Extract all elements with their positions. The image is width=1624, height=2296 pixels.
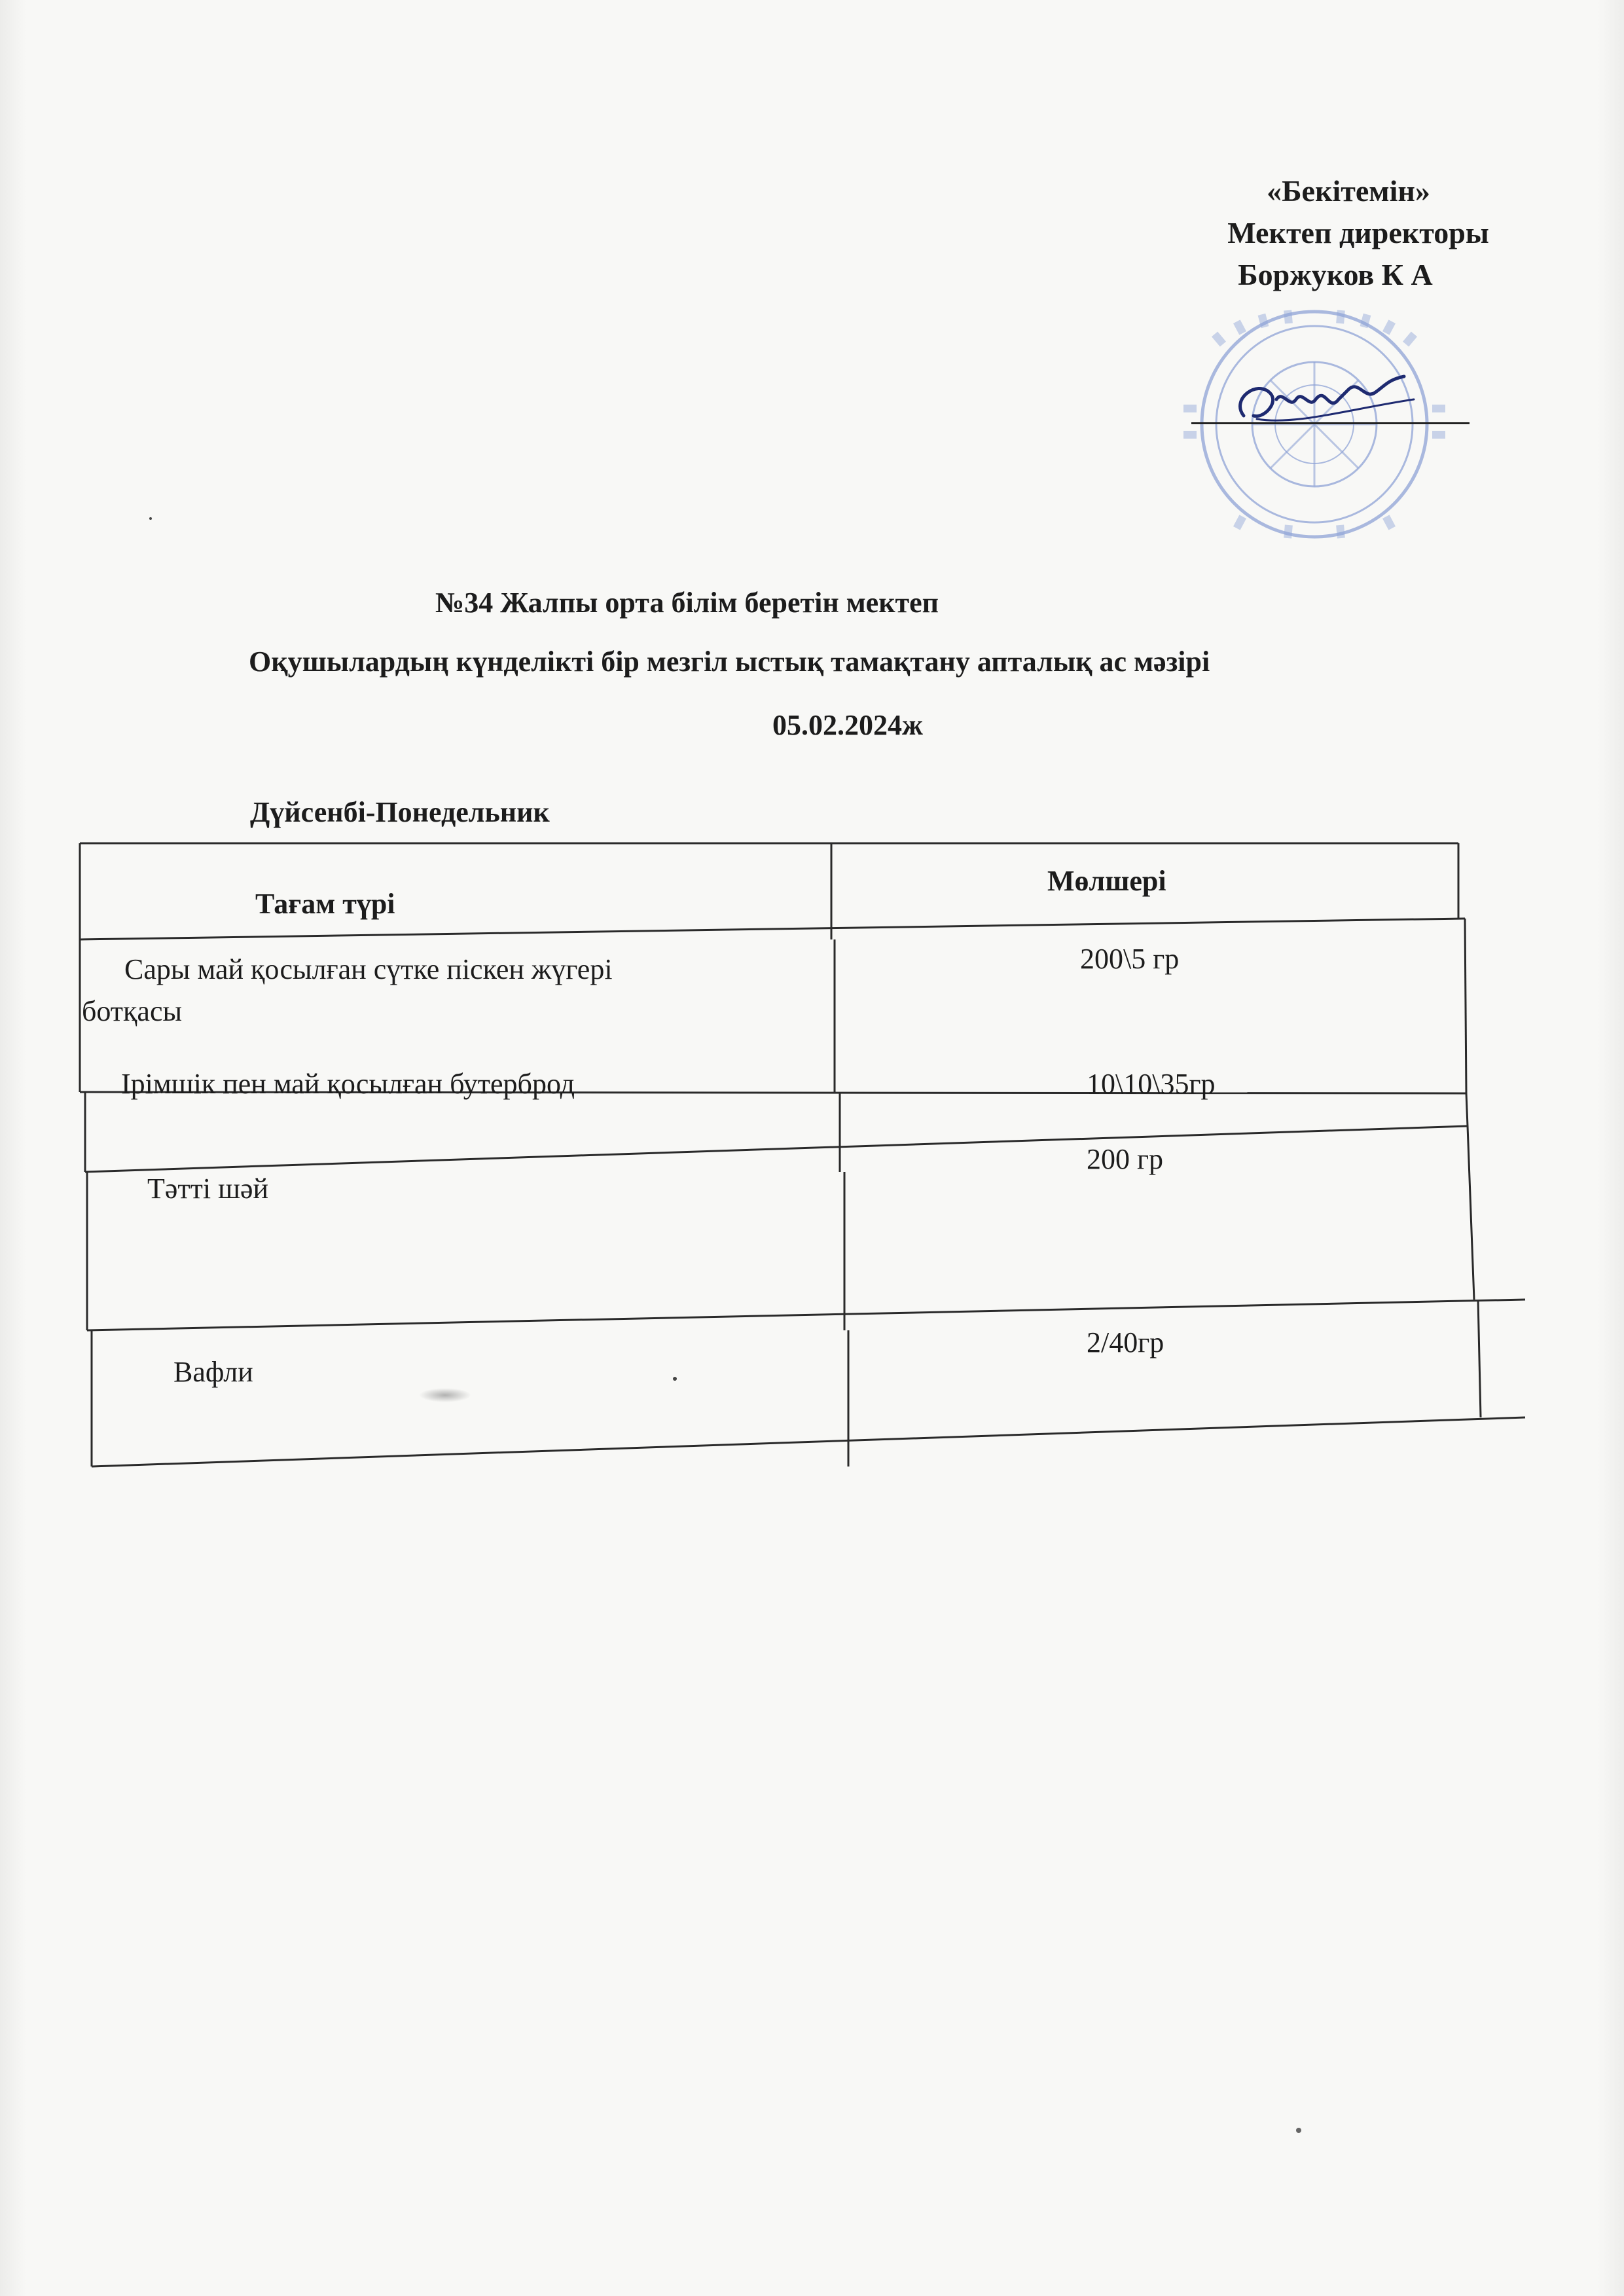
row-1-amount: 200\5 гр <box>1080 943 1180 975</box>
column-header-dish: Тағам түрі <box>255 888 395 920</box>
row-3-amount: 200 гр <box>1087 1143 1164 1175</box>
approval-heading: «Бекітемін» <box>1267 174 1430 208</box>
scan-dot <box>1296 2128 1301 2133</box>
director-title: Мектеп директоры <box>1227 216 1489 249</box>
row-2-amount: 10\10\35гр <box>1087 1068 1216 1100</box>
row-2-dish: Ірімшік пен май қосылған бутерброд <box>121 1068 575 1100</box>
day-label: Дүйсенбі-Понедельник <box>250 796 550 828</box>
menu-title: Оқушылардың күнделікті бір мезгіл ыстық тамақтану апталық ас мәзірі <box>249 646 1210 678</box>
director-name: Боржуков К А <box>1238 258 1433 291</box>
scan-dot <box>149 517 152 520</box>
row-3-dish: Тәтті шәй <box>147 1173 269 1205</box>
scan-dot <box>673 1377 677 1381</box>
row-1-dish-line-2: ботқасы <box>82 995 183 1027</box>
row-1-dish-line-1: Сары май қосылған сүтке піскен жүгері <box>124 953 613 985</box>
row-4-amount: 2/40гр <box>1087 1326 1164 1358</box>
school-title: №34 Жалпы орта білім беретін мектеп <box>435 587 939 619</box>
scan-smudge <box>419 1388 471 1402</box>
row-4-dish: Вафли <box>173 1356 253 1388</box>
column-header-amount: Мөлшері <box>1047 865 1166 897</box>
menu-date: 05.02.2024ж <box>772 709 923 741</box>
